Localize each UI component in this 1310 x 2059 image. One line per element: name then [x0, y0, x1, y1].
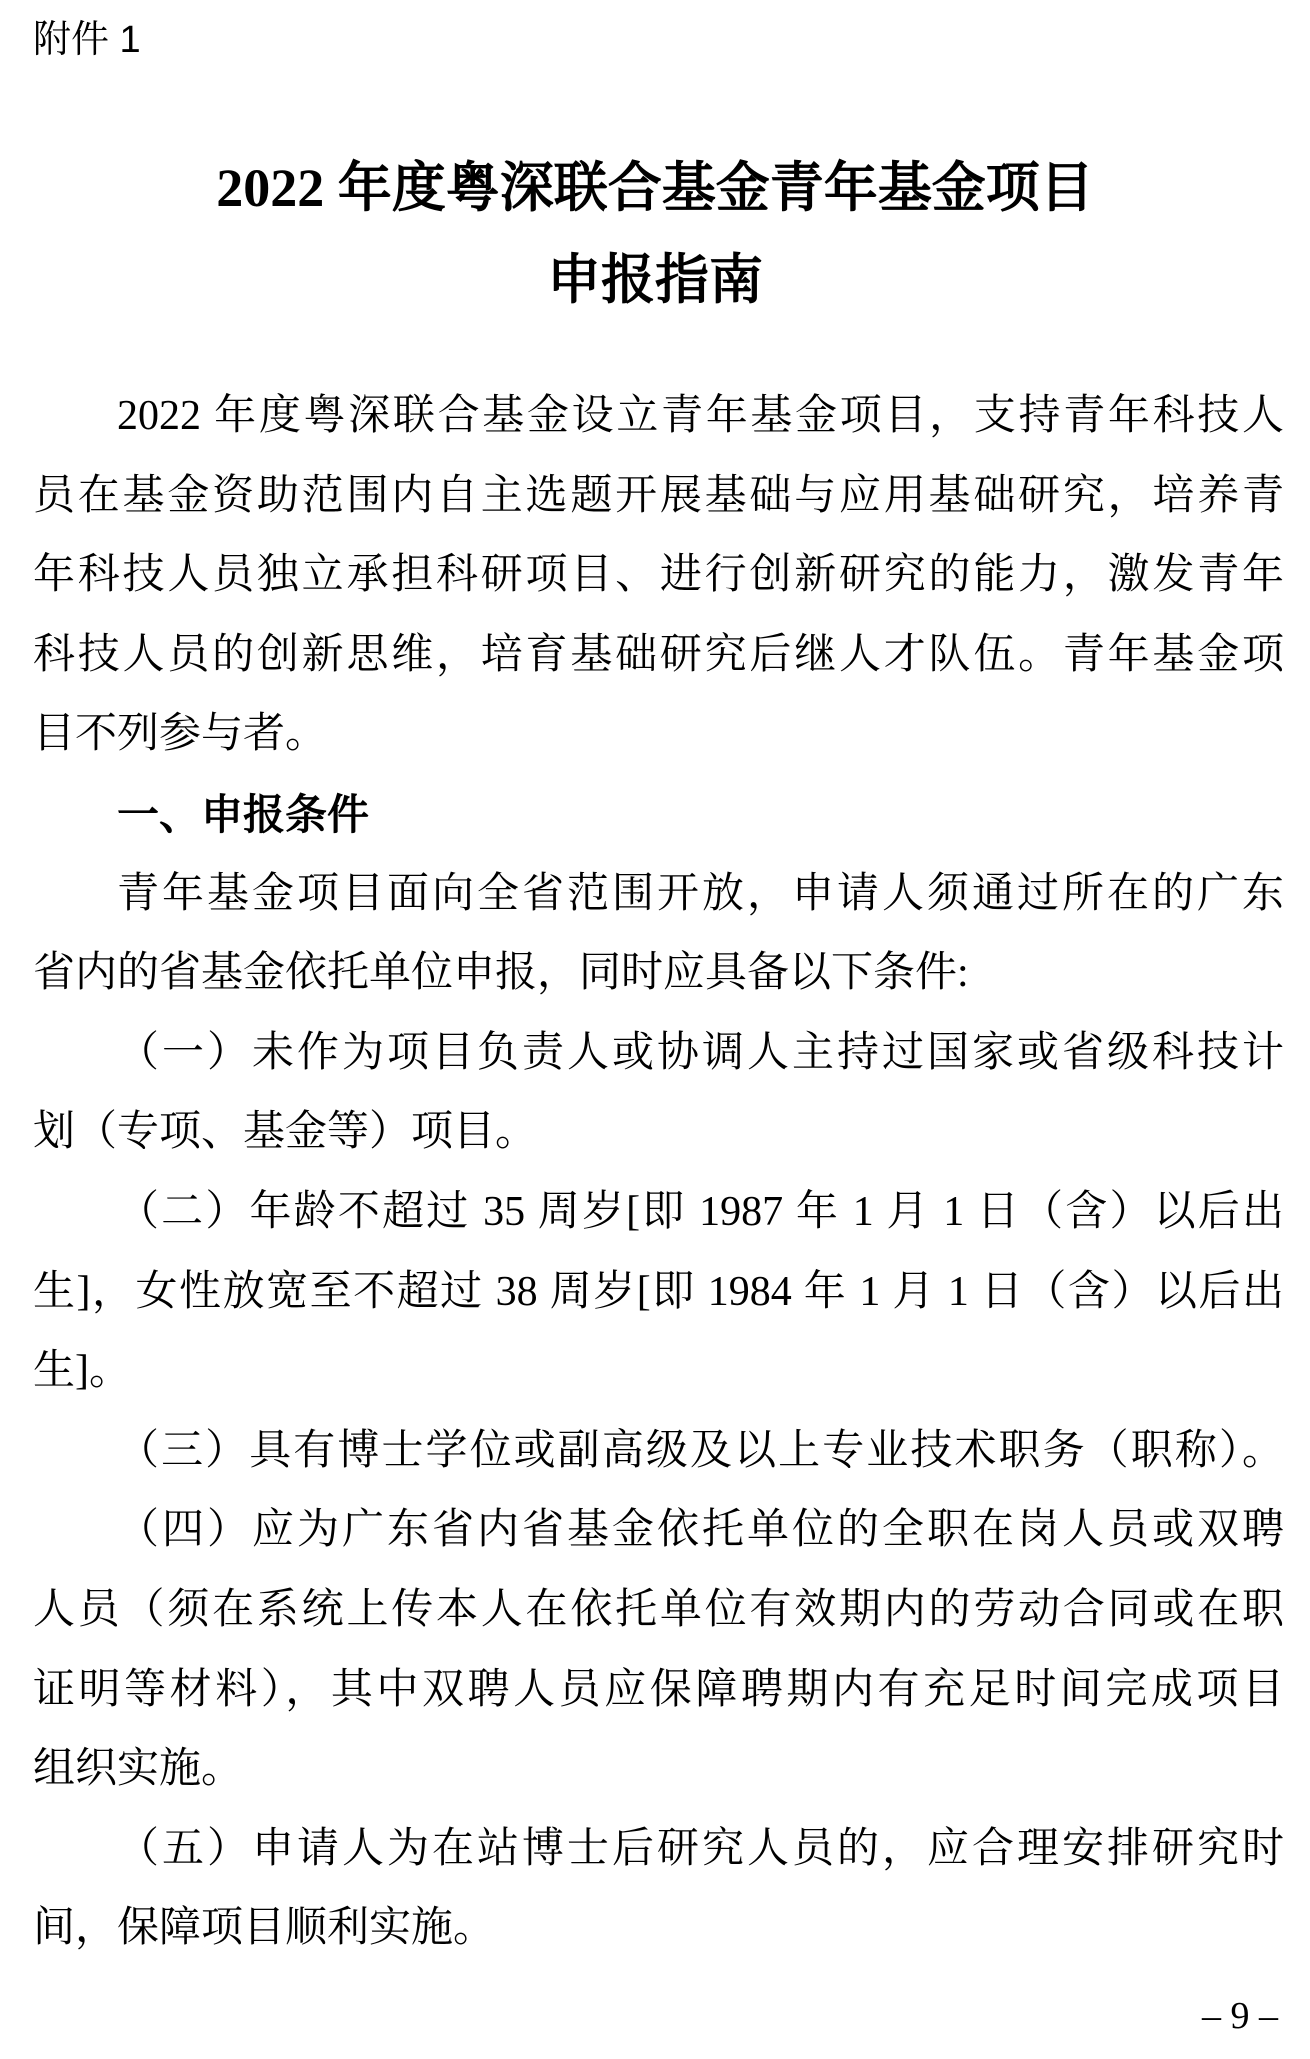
page-number: – 9 –: [1202, 1995, 1278, 2037]
section-intro-line: 青年基金项目面向全省范围开放，申请人须通过所在的广东: [117, 870, 1284, 917]
condition-line: （五）申请人为在站博士后研究人员的，应合理安排研究时: [117, 1825, 1284, 1872]
intro-line: 年科技人员独立承担科研项目、进行创新研究的能力，激发青年: [33, 552, 1284, 599]
section-intro-paragraph: [33, 855, 1284, 1014]
title-line-1: 2022 年度粤深联合基金青年基金项目: [216, 158, 1094, 218]
condition-line: 生]，女性放宽至不超过 38 周岁[即 1984 年 1 月 1 日（含）以后出: [33, 1268, 1284, 1315]
condition-2-paragraph: [33, 1173, 1284, 1412]
section-heading: 一、申报条件: [117, 790, 370, 838]
condition-line: 组织实施。: [33, 1746, 244, 1793]
condition-1-paragraph: [33, 1014, 1284, 1173]
condition-line: （三）具有博士学位或副高级及以上专业技术职务（职称）。: [117, 1427, 1284, 1474]
condition-4-paragraph: [33, 1491, 1284, 1809]
document-body: [33, 377, 1284, 1969]
condition-3-paragraph: [33, 1412, 1284, 1492]
intro-line: 科技人员的创新思维，培育基础研究后继人才队伍。青年基金项: [33, 631, 1284, 678]
condition-line: 划（专项、基金等）项目。: [33, 1109, 538, 1156]
attachment-label: 附件 1: [33, 19, 141, 61]
condition-line: （四）应为广东省内省基金依托单位的全职在岗人员或双聘: [117, 1507, 1284, 1554]
intro-paragraph: [33, 377, 1284, 775]
condition-line: 间，保障项目顺利实施。: [33, 1905, 496, 1952]
condition-line: （二）年龄不超过 35 周岁[即 1987 年 1 月 1 日（含）以后出: [117, 1188, 1284, 1235]
condition-line: （一）未作为项目负责人或协调人主持过国家或省级科技计: [117, 1029, 1284, 1076]
condition-5-paragraph: [33, 1810, 1284, 1969]
title-line-2: 申报指南: [547, 250, 763, 310]
condition-line: 生]。: [33, 1348, 131, 1395]
condition-line: 证明等材料），其中双聘人员应保障聘期内有充足时间完成项目: [33, 1666, 1284, 1713]
intro-line: 目不列参与者。: [33, 711, 328, 758]
section-intro-line: 省内的省基金依托单位申报，同时应具备以下条件:: [33, 950, 969, 997]
intro-line: 2022 年度粤深联合基金设立青年基金项目，支持青年科技人: [117, 393, 1284, 439]
condition-line: 人员（须在系统上传本人在依托单位有效期内的劳动合同或在职: [33, 1586, 1284, 1633]
document-title: [0, 142, 1310, 326]
intro-line: 员在基金资助范围内自主选题开展基础与应用基础研究，培养青: [33, 472, 1284, 519]
